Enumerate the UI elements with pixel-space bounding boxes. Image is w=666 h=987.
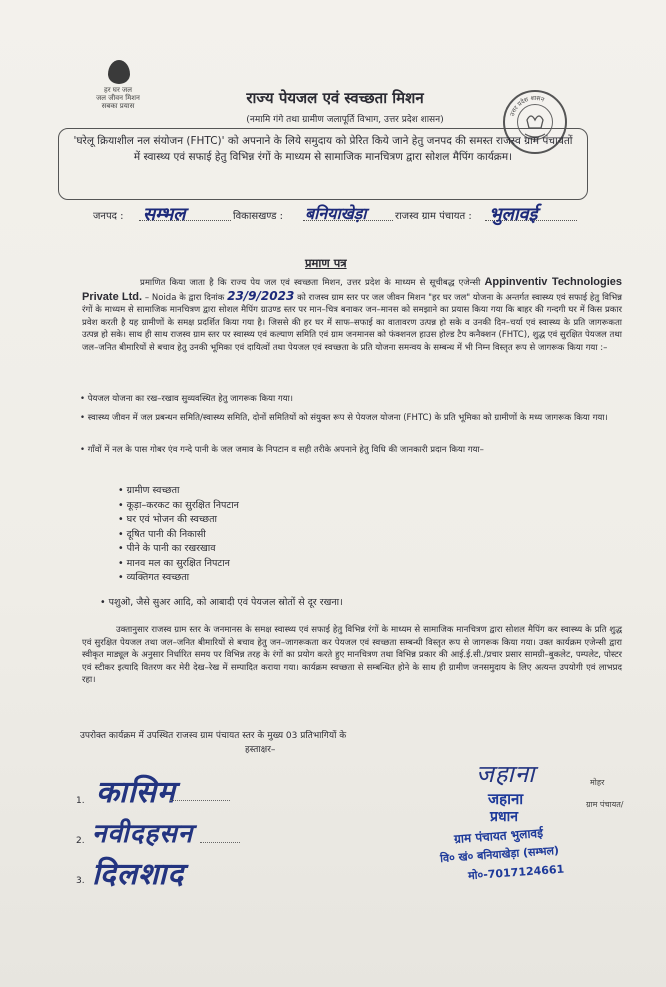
- stamp-mobile: मो०-7017124661: [467, 862, 565, 883]
- jal-jeevan-mission-logo: [78, 60, 158, 120]
- bullet-animals: • पशुऒ, जैसे सुअर आदि, को आबादी एवं पेयजल स्रोतों से दूर रखना।: [100, 597, 343, 608]
- paragraph-opening: प्रमाणित किया जाता है कि राज्य पेय जल एवं स्वच्छता मिशन, उत्तर प्रदेश के माध्यम से सूचीबद्ध एजेन्सी: [140, 278, 481, 288]
- program-date: 23/9/2023: [227, 288, 295, 303]
- participant-signature-2: नवीदहसन: [92, 819, 194, 849]
- list-item: • कूड़ा–करकट का सुरक्षित निपटान: [118, 499, 418, 514]
- signature-number-3: 3.: [76, 876, 85, 886]
- bullet-drainage-text: गाँवों में नल के पास गोबर एंव गन्दे पानी के जल जमाव के निपटान व सही तरीके अपनाने हेतु विधि की जानकारी प्रदान किया गया–: [87, 445, 484, 455]
- participant-signature-3: दिलशाद: [92, 857, 185, 892]
- stamp-side-label-2: ग्राम पंचायत/: [586, 800, 624, 809]
- paragraph-date-prefix: – Noida के द्वारा दिनांक: [144, 292, 225, 303]
- list-item: • घर एवं भोजन की स्वच्छता: [118, 513, 418, 528]
- signature-number-2: 2.: [76, 836, 85, 846]
- signature-number-1: 1.: [76, 796, 85, 806]
- document-title: राज्य पेयजल एवं स्वच्छता मिशन: [246, 89, 424, 107]
- stamp-designation: प्रधान: [490, 809, 518, 825]
- location-fields-row: [93, 204, 593, 230]
- water-drop-icon: [108, 60, 130, 84]
- signatures-label: हस्ताक्षर–: [245, 745, 276, 755]
- list-item: • ग्रामीण स्वच्छता: [118, 484, 418, 499]
- district-value: सम्भल: [143, 204, 186, 225]
- emblem-text: उत्तर प्रदेश शासन: [508, 94, 546, 118]
- bullet-drainage: • गाँवों में नल के पास गोबर एंव गन्दे पानी के जल जमाव के निपटान व सही तरीके अपनाने हेतु विधि की जानकारी प्रदान किया गया–: [80, 445, 484, 455]
- bullet-animals-text: पशुऒ, जैसे सुअर आदि, को आबादी एवं पेयजल स्रोतों से दूर रखना।: [108, 597, 343, 608]
- bullet-committee-text: स्वास्थ्य जीवन में जल प्रबन्धन समिति/स्वास्थ्य समिति, दोनों समितियों को संयुक्त रूप से पेयजल योजना (FHTC) के प्रति भूमिका को ग्रामीणों के मध्य जागरूक किया गया।: [87, 413, 608, 423]
- list-item: • व्यक्तिगत स्वच्छता: [118, 571, 418, 586]
- bullet-maintenance-text: पेयजल योजना का रख–रखाव सुव्यवस्थित हेतु जागरूक किया गया।: [87, 394, 293, 404]
- panchayat-value: भुलावई: [489, 204, 538, 225]
- stamp-panchayat: ग्राम पंचायत भुलावई: [453, 825, 544, 847]
- list-item: • मानव मल का सुरक्षित निपटान: [118, 557, 418, 572]
- participant-signature-1: कासिम: [96, 775, 176, 810]
- paragraph-body: को राजस्व ग्राम स्तर पर जल जीवन मिशन "हर घर जल" योजना के अन्तर्गत स्वास्थ्य एवं सफाई हेतु विभिन्न रंगों के माध्यम से सामाजिक मानचित्रण द्वारा सोशल मैपिंग ग्राउण्ड स्तर पर मान–चित्र बनाकर जन–मानस को समझाने का प्रयास किया गया कि बाहर की गन्दगी घर में किस प्रकार प्रवेश करती है यह ग्रामीणों के समक्ष प्रदर्शित किया गया है। जिससे की हर घर में साफ–सफाई का वातावरण उत्पन्न हो सके व उनकी दिन–चर्या एवं स्वास्थ्य के प्रति जागरूकता उत्पन्न हो सके। साथ ही साथ राजस्व ग्राम स्तर पर स्वास्थ्य एवं कल्याण समिति एवं ग्राम जनमानस को फंक्शनल हाउस होल्ड टैप कनैक्शन (FHTC), शुद्ध एवं सुरक्षित पेयजल तथा जल–जनित बीमारियों से बचाव हेतु उनकी भूमिका एवं दायित्वों तथा पेयजल एवं स्वच्छता के प्रति योजना समन्वय के सम्बन्ध में भी निम्न विस्तृत रूप से जागरूक किया गया :–: [82, 292, 623, 353]
- stamp-name: जहाना: [488, 790, 524, 808]
- sanitation-topics-list: [118, 484, 418, 586]
- signature-line-2: [200, 842, 240, 843]
- bullet-maintenance: • पेयजल योजना का रख–रखाव सुव्यवस्थित हेतु जागरूक किया गया।: [80, 394, 293, 404]
- panchayat-label: राजस्व ग्राम पंचायत :: [395, 211, 472, 222]
- agency-name: Appinventiv Technologies Private Ltd.: [82, 276, 622, 303]
- closing-paragraph: [82, 624, 622, 687]
- certificate-heading: प्रमाण पत्र: [305, 256, 347, 270]
- list-item: • दूषित पानी की निकासी: [118, 528, 418, 543]
- document-subtitle: (नमामि गंगे तथा ग्रामीण जलापूर्ति विभाग, उत्तर प्रदेश शासन): [246, 115, 444, 125]
- svg-text:उत्तर प्रदेश शासन: [509, 95, 546, 117]
- block-value: बनियाखेड़ा: [305, 204, 367, 223]
- district-label: जनपद :: [93, 211, 124, 222]
- closing-paragraph-text: उक्तानुसार राजस्व ग्राम स्तर के जनमानस के समक्ष स्वास्थ्य एवं सफाई हेतु विभिन्न रंगों के माध्यम से सामाजिक मानचित्रण द्वारा सोशल मैपिंग कर स्वास्थ्य के प्रति शुद्ध एवं सुरक्षित पेयजल तथा जल–जनित बीमारियों से बचाव हेतु जन–जागरूकता कर पेयजल एवं स्वच्छता सम्बन्धी विस्तृत रूप से जागरूक किया गया। उक्त कार्यक्रम एजेन्सी द्वारा स्वीकृत माड्यूल के अनुसार निर्धारित समय पर विभिन्न तरह के रंगों का प्रयोग करते हुए मानचित्रण तथा विभिन्न प्रकार की आई.ई.सी./प्रचार प्रसार सामग्री–बुकलेट, पम्पलेट, पोस्टर एवं स्टीकर इत्यादि वितरण कर मेरी देख–रेख में सम्पादित कराया गया। कार्यक्रम स्वच्छता से सम्बन्धित होने के साथ ही ग्रामीण जनसमुदाय के लिए अत्यन्त उपयोगी एवं लाभप्रद रहा।: [82, 625, 622, 685]
- logo-text: हर घर जल जल जीवन मिशन सबका प्रयास: [96, 86, 140, 110]
- pradhan-stamp: [440, 755, 640, 890]
- signature-line-1: [170, 800, 230, 801]
- program-title-box: 'घरेलू क्रियाशील नल संयोजन (FHTC)' को अपनाने के लिये समुदाय को प्रेरित किये जाने हेतु जनपद की समस्त राजस्व ग्राम पंचायतों में स्वास्थ्य एवं सफाई हेतु विभिन्न रंगों के माध्यम से सामाजिक मानचित्रण द्वारा सोशल मैपिंग कार्यक्रम।: [58, 128, 588, 200]
- participants-intro: उपरोक्त कार्यक्रम में उपस्थित राजस्व ग्राम पंचायत स्तर के मुख्य 03 प्रतिभागियों के: [80, 731, 347, 741]
- block-label: विकासखण्ड :: [233, 211, 284, 222]
- bullet-committee: • स्वास्थ्य जीवन में जल प्रबन्धन समिति/स्वास्थ्य समिति, दोनों समितियों को संयुक्त रूप से पेयजल योजना (FHTC) के प्रति भूमिका को ग्रामीणों के मध्य जागरूक किया गया।: [80, 413, 608, 423]
- certificate-paragraph: [82, 276, 622, 354]
- list-item: • पीने के पानी का रखरखाव: [118, 542, 418, 557]
- pradhan-signature: जहाना: [476, 760, 536, 788]
- stamp-block: वि० खं० बनियाखेड़ा (सम्भल): [439, 843, 560, 866]
- stamp-side-label: मोहर: [590, 778, 605, 787]
